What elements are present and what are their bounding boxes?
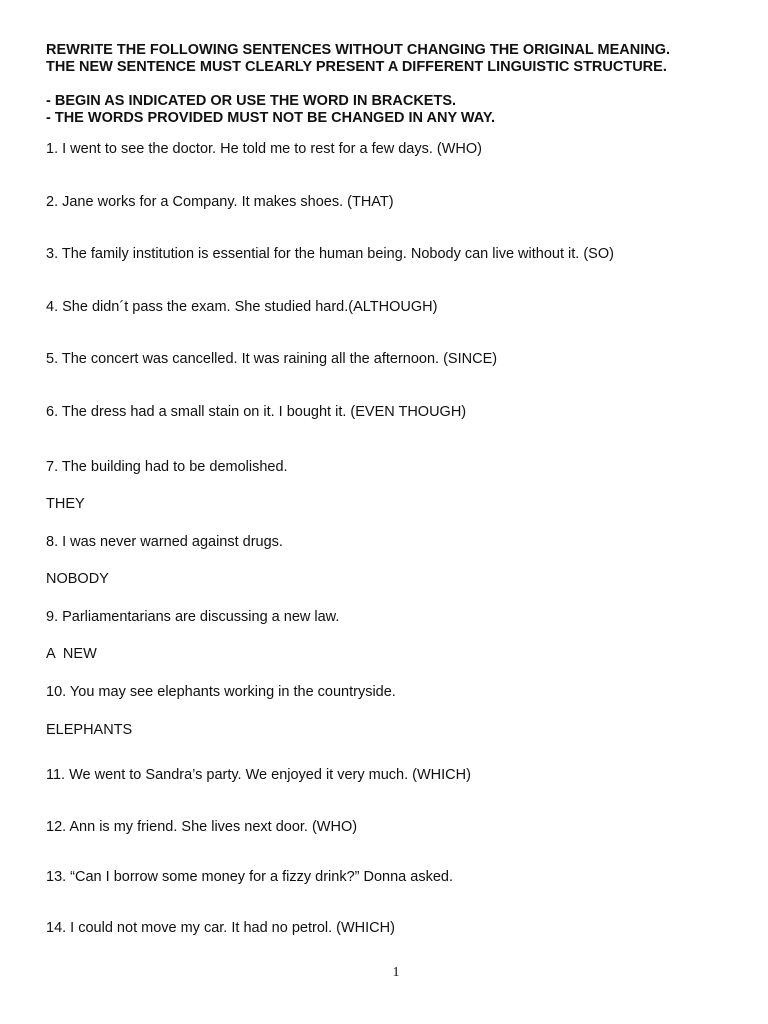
exercise-item-11: 11. We went to Sandra’s party. We enjoyed it very much. (WHICH) [46,767,471,783]
instruction-line-2: THE NEW SENTENCE MUST CLEARLY PRESENT A DIFFERENT LINGUISTIC STRUCTURE. [46,59,667,75]
exercise-item-14: 14. I could not move my car. It had no petrol. (WHICH) [46,920,395,936]
rule-line-2: - THE WORDS PROVIDED MUST NOT BE CHANGED IN ANY WAY. [46,110,495,126]
rule-line-1: - BEGIN AS INDICATED OR USE THE WORD IN BRACKETS. [46,93,457,109]
exercise-item-6: 6. The dress had a small stain on it. I bought it. (EVEN THOUGH) [46,404,467,420]
exercise-item-13: 13. “Can I borrow some money for a fizzy drink?” Donna asked. [46,869,453,885]
exercise-item-4: 4. She didn´t pass the exam. She studied hard.(ALTHOUGH) [46,299,438,315]
exercise-item-5: 5. The concert was cancelled. It was raining all the afternoon. (SINCE) [46,351,498,367]
exercise-item-10: 10. You may see elephants working in the countryside. [46,684,396,700]
exercise-item-7: 7. The building had to be demolished. [46,459,288,475]
exercise-item-10-prompt: ELEPHANTS [46,722,133,738]
exercise-item-3: 3. The family institution is essential for the human being. Nobody can live without it. (SO) [46,246,614,262]
exercise-item-7-prompt: THEY [46,496,85,512]
exercise-item-9-prompt: A NEW [46,646,97,662]
exercise-item-8: 8. I was never warned against drugs. [46,534,283,550]
exercise-item-12: 12. Ann is my friend. She lives next door. (WHO) [46,819,358,835]
exercise-item-2: 2. Jane works for a Company. It makes shoes. (THAT) [46,194,394,210]
instruction-line-1: REWRITE THE FOLLOWING SENTENCES WITHOUT CHANGING THE ORIGINAL MEANING. [46,42,671,58]
exercise-item-8-prompt: NOBODY [46,571,109,587]
page-number: 1 [392,965,400,980]
exercise-item-9: 9. Parliamentarians are discussing a new law. [46,609,340,625]
exercise-item-1: 1. I went to see the doctor. He told me to rest for a few days. (WHO) [46,141,482,157]
